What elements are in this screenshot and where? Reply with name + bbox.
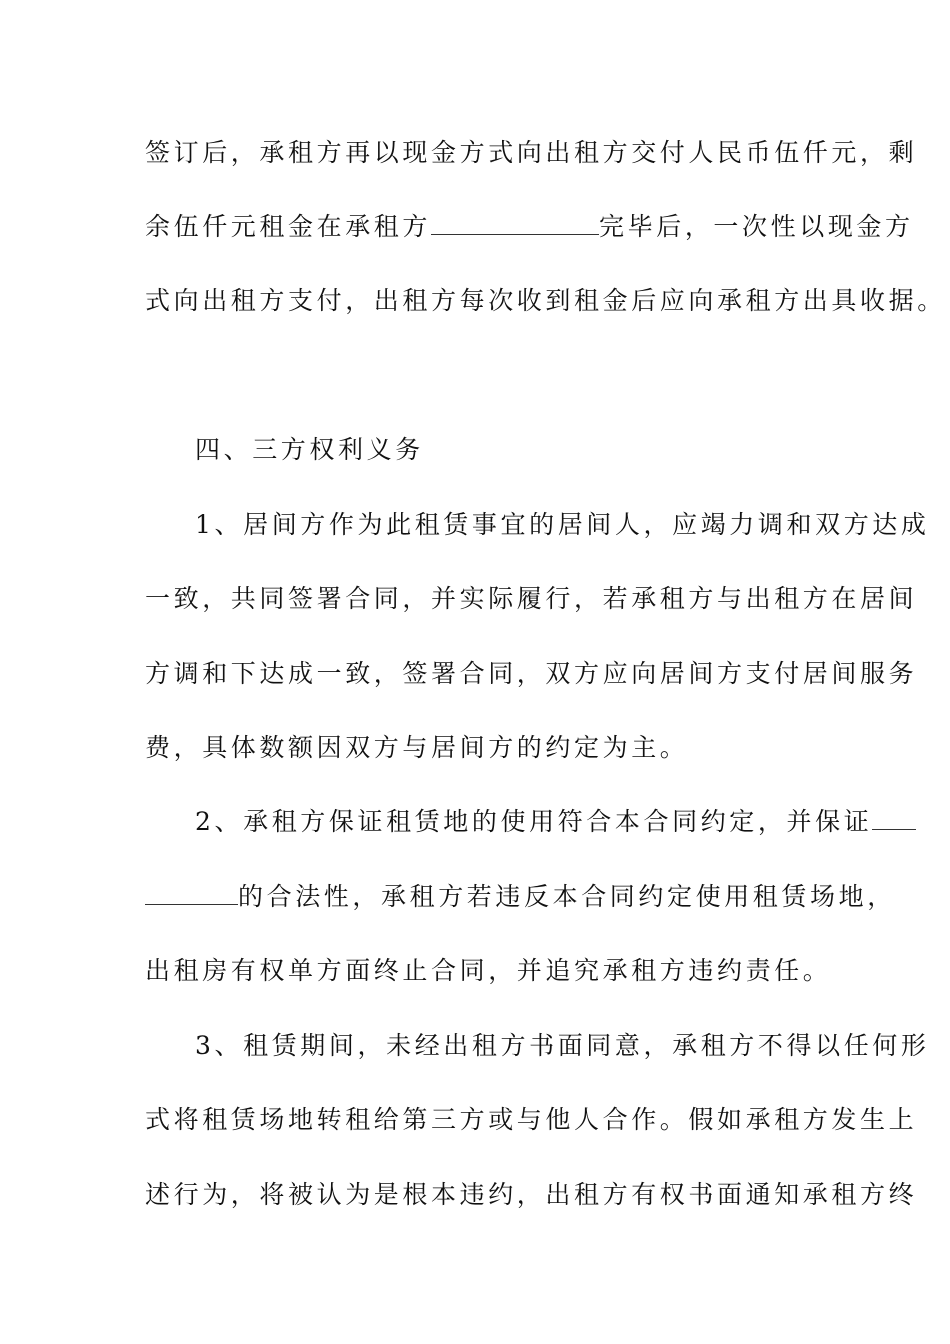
paragraph-line: 一致，共同签署合同，并实际履行，若承租方与出租方在居间: [145, 584, 918, 613]
paragraph-line: 1、居间方作为此租赁事宜的居间人，应竭力调和双方达成: [195, 510, 930, 539]
paragraph-line: [145, 212, 914, 242]
paragraph-line: 述行为，将被认为是根本违约，出租方有权书面通知承租方终: [145, 1180, 918, 1209]
paragraph-line: 3、租赁期间，未经出租方书面同意，承租方不得以任何形: [195, 1031, 930, 1060]
paragraph-line: 方调和下达成一致，签署合同，双方应向居间方支付居间服务: [145, 659, 918, 688]
paragraph-line: [145, 882, 896, 912]
text-segment: 余伍仟元租金在承租方: [145, 212, 432, 241]
fill-in-blank: [431, 212, 599, 235]
fill-in-blank: [872, 807, 916, 830]
text-segment: 的合法性，承租方若违反本合同约定使用租赁场地，: [238, 882, 896, 911]
paragraph-line: 式将租赁场地转租给第三方或与他人合作。假如承租方发生上: [145, 1105, 918, 1134]
paragraph-line: 签订后，承租方再以现金方式向出租方交付人民币伍仟元，剩: [145, 138, 918, 167]
text-segment: 2、承租方保证租赁地的使用符合本合同约定，并保证: [195, 807, 873, 836]
paragraph-line: 式向出租方支付，出租方每次收到租金后应向承租方出具收据。: [145, 286, 946, 315]
text-segment: 完毕后，一次性以现金方: [599, 212, 914, 241]
paragraph-line: [195, 807, 916, 837]
paragraph-line: 费，具体数额因双方与居间方的约定为主。: [145, 733, 689, 762]
fill-in-blank: [145, 882, 238, 905]
paragraph-line: 出租房有权单方面终止合同，并追究承租方违约责任。: [145, 956, 832, 985]
section-heading: 四、三方权利义务: [195, 435, 424, 464]
